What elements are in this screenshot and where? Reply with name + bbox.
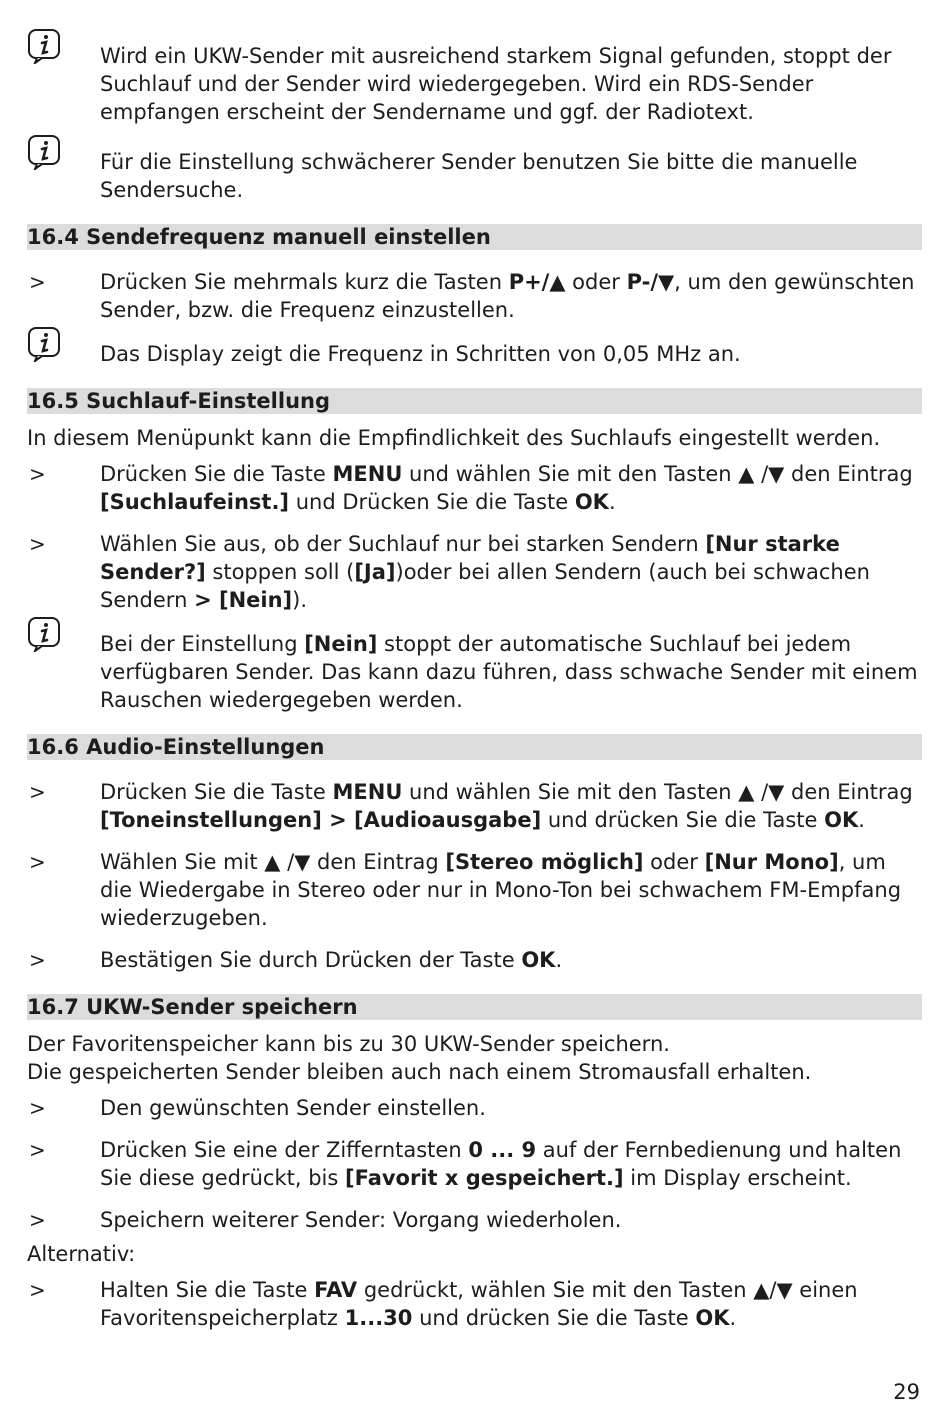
step-text: Drücken Sie mehrmals kurz die Tasten P+/▲ oder P-/▼, um den gewünschten Sender, bzw. die Frequenz einzustellen. — [100, 270, 915, 322]
note-text: Bei der Einstellung [Nein] stoppt der automatische Suchlauf bei jedem verfügbaren Sender. Das kann dazu führen, dass schwache Sender mit einem Rauschen wiedergegeben werden. — [100, 632, 918, 712]
instruction-step — [27, 1136, 922, 1192]
instruction-step — [27, 848, 922, 932]
note-text: Das Display zeigt die Frequenz in Schritten von 0,05 MHz an. — [100, 342, 741, 366]
section-heading: 16.7 UKW-Sender speichern — [27, 994, 922, 1020]
info-icon — [27, 28, 63, 64]
step-text: Wählen Sie aus, ob der Suchlauf nur bei starken Sendern [Nur starke Sender?] stoppen soll ([Ja])oder bei allen Sendern (auch bei schwachen Sendern > [Nein]). — [100, 532, 870, 612]
step-text: Bestätigen Sie durch Drücken der Taste OK. — [100, 948, 563, 972]
intro-text: Die gespeicherten Sender bleiben auch nach einem Stromausfall erhalten. — [27, 1060, 812, 1084]
step-marker: > — [29, 1138, 46, 1162]
intro-text: Der Favoritenspeicher kann bis zu 30 UKW-Sender speichern. — [27, 1032, 670, 1056]
instruction-step — [27, 1276, 922, 1332]
step-marker: > — [29, 1096, 46, 1120]
info-note — [27, 40, 922, 126]
step-text: Den gewünschten Sender einstellen. — [100, 1096, 486, 1120]
step-text: Drücken Sie eine der Zifferntasten 0 ... 9 auf der Fernbedienung und halten Sie diese gedrückt, bis [Favorit x gespeichert.] im Display erscheint. — [100, 1138, 902, 1190]
note-text: Wird ein UKW-Sender mit ausreichend starkem Signal gefunden, stoppt der Suchlauf und der Sender wird wiedergegeben. Wird ein RDS-Sender empfangen erscheint der Sendername und ggf. der Radiotext. — [100, 44, 892, 124]
info-note — [27, 338, 922, 368]
info-note — [27, 146, 922, 204]
step-marker: > — [29, 532, 46, 556]
info-icon — [27, 134, 63, 170]
step-text: Drücken Sie die Taste MENU und wählen Sie mit den Tasten ▲ /▼ den Eintrag [Suchlaufeinst.] und Drücken Sie die Taste OK. — [100, 462, 913, 514]
step-marker: > — [29, 1278, 46, 1302]
step-text: Wählen Sie mit ▲ /▼ den Eintrag [Stereo möglich] oder [Nur Mono], um die Wiedergabe in Stereo oder nur in Mono-Ton bei schwachem FM-Empfang wiederzugeben. — [100, 850, 902, 930]
instruction-step — [27, 530, 922, 614]
step-marker: > — [29, 1208, 46, 1232]
step-marker: > — [29, 462, 46, 486]
step-marker: > — [29, 948, 46, 972]
instruction-step — [27, 1206, 922, 1234]
info-icon — [27, 616, 63, 652]
instruction-step — [27, 778, 922, 834]
alternative-label: Alternativ: — [27, 1242, 136, 1266]
instruction-step — [27, 946, 922, 974]
instruction-step — [27, 268, 922, 324]
step-text: Speichern weiterer Sender: Vorgang wiederholen. — [100, 1208, 622, 1232]
section-heading: 16.5 Suchlauf-Einstellung — [27, 388, 922, 414]
page-number: 29 — [893, 1380, 920, 1404]
step-text: Drücken Sie die Taste MENU und wählen Sie mit den Tasten ▲ /▼ den Eintrag [Toneinstellungen] > [Audioausgabe] und drücken Sie die Taste OK. — [100, 780, 913, 832]
step-marker: > — [29, 780, 46, 804]
step-marker: > — [29, 850, 46, 874]
note-text: Für die Einstellung schwächerer Sender benutzen Sie bitte die manuelle Sendersuche. — [100, 150, 858, 202]
step-text: Halten Sie die Taste FAV gedrückt, wählen Sie mit den Tasten ▲/▼ einen Favoritenspeicherplatz 1...30 und drücken Sie die Taste OK. — [100, 1278, 858, 1330]
section-heading: 16.4 Sendefrequenz manuell einstellen — [27, 224, 922, 250]
info-note — [27, 628, 922, 714]
instruction-step — [27, 1094, 922, 1122]
section-heading: 16.6 Audio-Einstellungen — [27, 734, 922, 760]
info-icon — [27, 326, 63, 362]
intro-text: In diesem Menüpunkt kann die Empfindlichkeit des Suchlaufs eingestellt werden. — [27, 426, 881, 450]
instruction-step — [27, 460, 922, 516]
manual-page — [27, 40, 922, 1346]
step-marker: > — [29, 270, 46, 294]
